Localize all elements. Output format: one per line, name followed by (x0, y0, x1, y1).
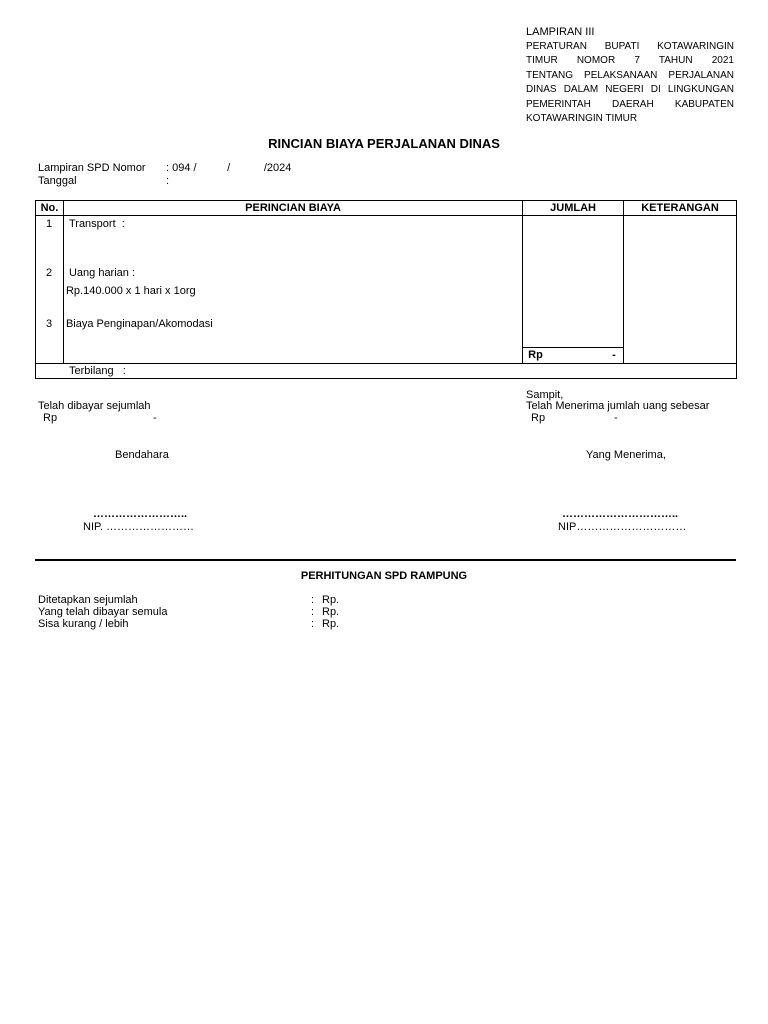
total-value: - (612, 349, 616, 361)
regulation-line: PERATURAN BUPATI KOTAWARINGIN (526, 41, 734, 52)
treasurer-role: Bendahara (115, 449, 169, 461)
regulation-line: PEMERINTAH DAERAH KABUPATEN (526, 98, 734, 110)
item-detail: Rp.140.000 x 1 hari x 1org (65, 285, 196, 297)
header-jumlah: JUMLAH (523, 201, 624, 216)
total-divider (523, 347, 623, 348)
recipient-name: ………………………….. (562, 508, 679, 520)
section-divider (35, 559, 736, 561)
paid-label: Telah dibayar sejumlah (38, 400, 151, 412)
item-label: Transport : (68, 218, 125, 230)
item-label: Uang harian : (68, 267, 136, 279)
recipient-nip: NIP………………………… (558, 521, 687, 533)
regulation-line: DINAS DALAM NEGERI DI LINGKUNGAN (526, 84, 734, 96)
rampung-row-sep: : (311, 594, 315, 606)
regulation-line: KOTAWARINGIN TIMUR (526, 113, 638, 125)
perincian-column (63, 216, 522, 364)
received-value: - (614, 412, 618, 424)
rampung-row-value: Rp. (322, 606, 340, 618)
item-number: 1 (46, 218, 53, 230)
regulation-reference (526, 40, 734, 126)
rampung-row-sep: : (311, 618, 315, 630)
place-label: Sampit, (526, 389, 564, 401)
total-currency: Rp (528, 349, 543, 361)
received-label: Telah Menerima jumlah uang sebesar (526, 400, 710, 412)
lampiran-label: LAMPIRAN III (526, 26, 595, 38)
keterangan-column (624, 216, 737, 364)
table-body-row (36, 216, 737, 364)
jumlah-column (523, 216, 624, 364)
item-number: 2 (46, 267, 53, 279)
terbilang-row (36, 364, 737, 379)
rampung-row-sep: : (311, 606, 315, 618)
regulation-line: TIMUR NOMOR 7 TAHUN 2021 (526, 55, 734, 67)
page-title: RINCIAN BIAYA PERJALANAN DINAS (268, 136, 500, 151)
no-column (36, 216, 64, 364)
rampung-row-label: Ditetapkan sejumlah (38, 594, 138, 606)
rampung-row-value: Rp. (322, 618, 340, 630)
regulation-line: TENTANG PELAKSANAAN PERJALANAN (526, 69, 734, 81)
header-perincian: PERINCIAN BIAYA (63, 201, 522, 216)
rampung-row-label: Sisa kurang / lebih (38, 618, 129, 630)
spd-number-value: : 094 / / /2024 (166, 162, 292, 174)
paid-currency: Rp (43, 412, 58, 424)
terbilang-cell (36, 364, 737, 379)
paid-value: - (153, 412, 157, 424)
cost-table (35, 200, 737, 379)
rampung-title: PERHITUNGAN SPD RAMPUNG (300, 570, 468, 582)
item-number: 3 (46, 318, 53, 330)
header-keterangan: KETERANGAN (624, 201, 737, 216)
table-header-row (36, 201, 737, 216)
treasurer-name: …………………….. (93, 508, 188, 520)
spd-date-label: Tanggal (38, 175, 77, 187)
terbilang-label: Terbilang : (69, 365, 126, 377)
header-no: No. (36, 201, 64, 216)
spd-date-value: : (166, 175, 170, 187)
treasurer-nip: NIP. …………………… (83, 521, 195, 533)
received-currency: Rp (531, 412, 546, 424)
item-label: Biaya Penginapan/Akomodasi (65, 318, 213, 330)
recipient-role: Yang Menerima, (586, 449, 666, 461)
rampung-row-label: Yang telah dibayar semula (38, 606, 168, 618)
rampung-row-value: Rp. (322, 594, 340, 606)
spd-number-label: Lampiran SPD Nomor (38, 162, 146, 174)
